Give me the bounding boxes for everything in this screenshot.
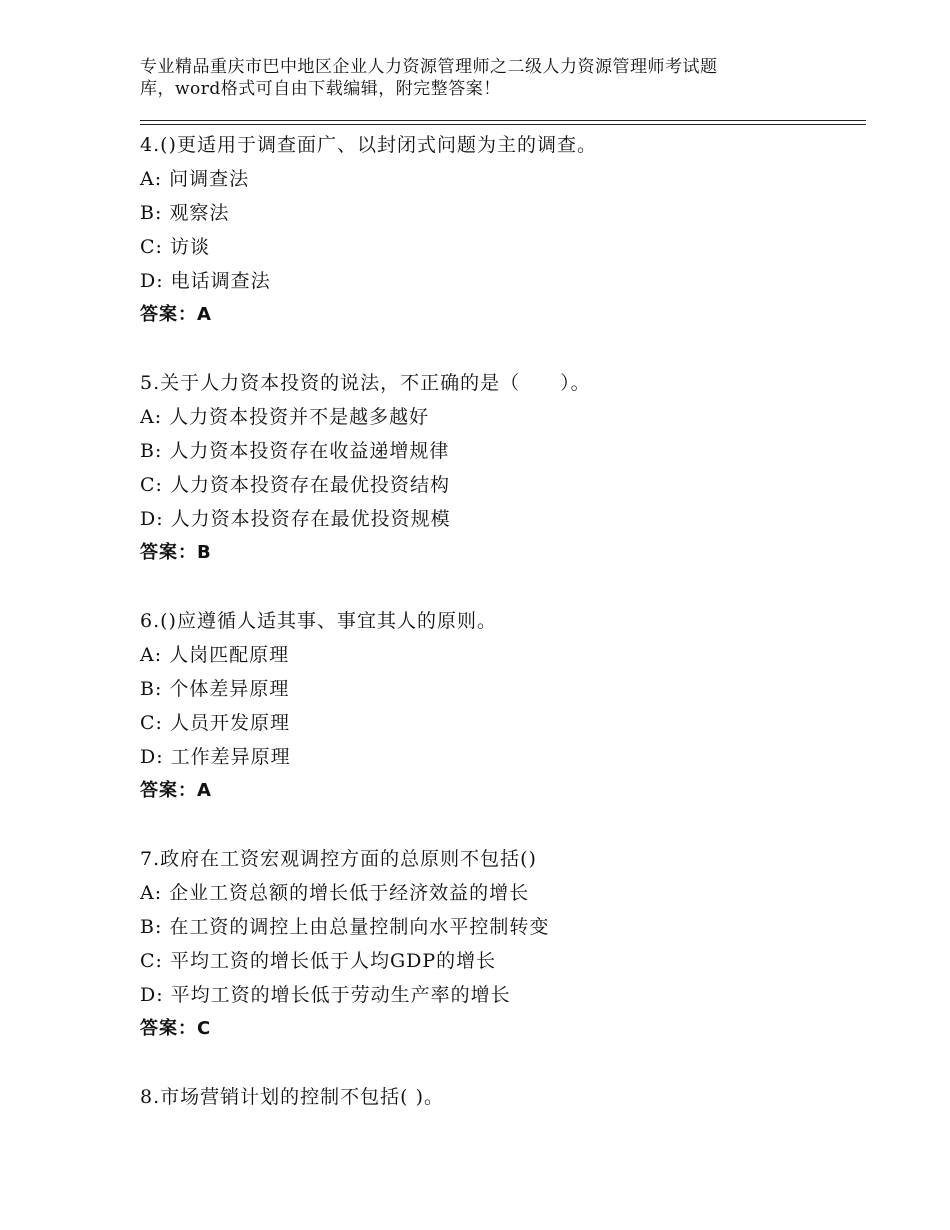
option-a: A: 企业工资总额的增长低于经济效益的增长 <box>140 882 530 904</box>
header-line-1: 专业精品重庆市巴中地区企业人力资源管理师之二级人力资源管理师考试题 <box>140 57 718 77</box>
header-line-2: 库，word格式可自由下载编辑，附完整答案！ <box>140 79 501 99</box>
option-b: B: 个体差异原理 <box>140 678 290 700</box>
header-divider <box>140 120 866 125</box>
option-d: D: 电话调查法 <box>140 270 271 292</box>
option-c: C: 访谈 <box>140 236 210 258</box>
option-b: B: 人力资本投资存在收益递增规律 <box>140 440 450 462</box>
question-stem: 4.()更适用于调查面广、以封闭式问题为主的调查。 <box>140 134 597 156</box>
question-7 <box>140 842 866 1046</box>
question-8 <box>140 1080 866 1114</box>
question-5 <box>140 366 866 570</box>
question-stem: 7.政府在工资宏观调控方面的总原则不包括() <box>140 848 537 870</box>
answer-label: 答案：A <box>140 780 212 801</box>
option-c: C: 人力资本投资存在最优投资结构 <box>140 474 450 496</box>
question-stem: 8.市场营销计划的控制不包括( )。 <box>140 1086 444 1108</box>
answer-label: 答案：C <box>140 1018 212 1039</box>
option-a: A: 问调查法 <box>140 168 250 190</box>
option-b: B: 观察法 <box>140 202 230 224</box>
answer-label: 答案：B <box>140 542 212 563</box>
option-d: D: 平均工资的增长低于劳动生产率的增长 <box>140 984 511 1006</box>
question-stem: 6.()应遵循人适其事、事宜其人的原则。 <box>140 610 497 632</box>
question-list <box>140 128 866 1148</box>
option-c: C: 人员开发原理 <box>140 712 290 734</box>
question-6 <box>140 604 866 808</box>
question-stem: 5.关于人力资本投资的说法，不正确的是（ ）。 <box>140 372 591 394</box>
option-b: B: 在工资的调控上由总量控制向水平控制转变 <box>140 916 550 938</box>
option-c: C: 平均工资的增长低于人均GDP的增长 <box>140 950 497 972</box>
document-header <box>140 56 780 100</box>
option-d: D: 工作差异原理 <box>140 746 291 768</box>
option-d: D: 人力资本投资存在最优投资规模 <box>140 508 451 530</box>
option-a: A: 人岗匹配原理 <box>140 644 290 666</box>
answer-label: 答案：A <box>140 304 212 325</box>
option-a: A: 人力资本投资并不是越多越好 <box>140 406 430 428</box>
question-4 <box>140 128 866 332</box>
